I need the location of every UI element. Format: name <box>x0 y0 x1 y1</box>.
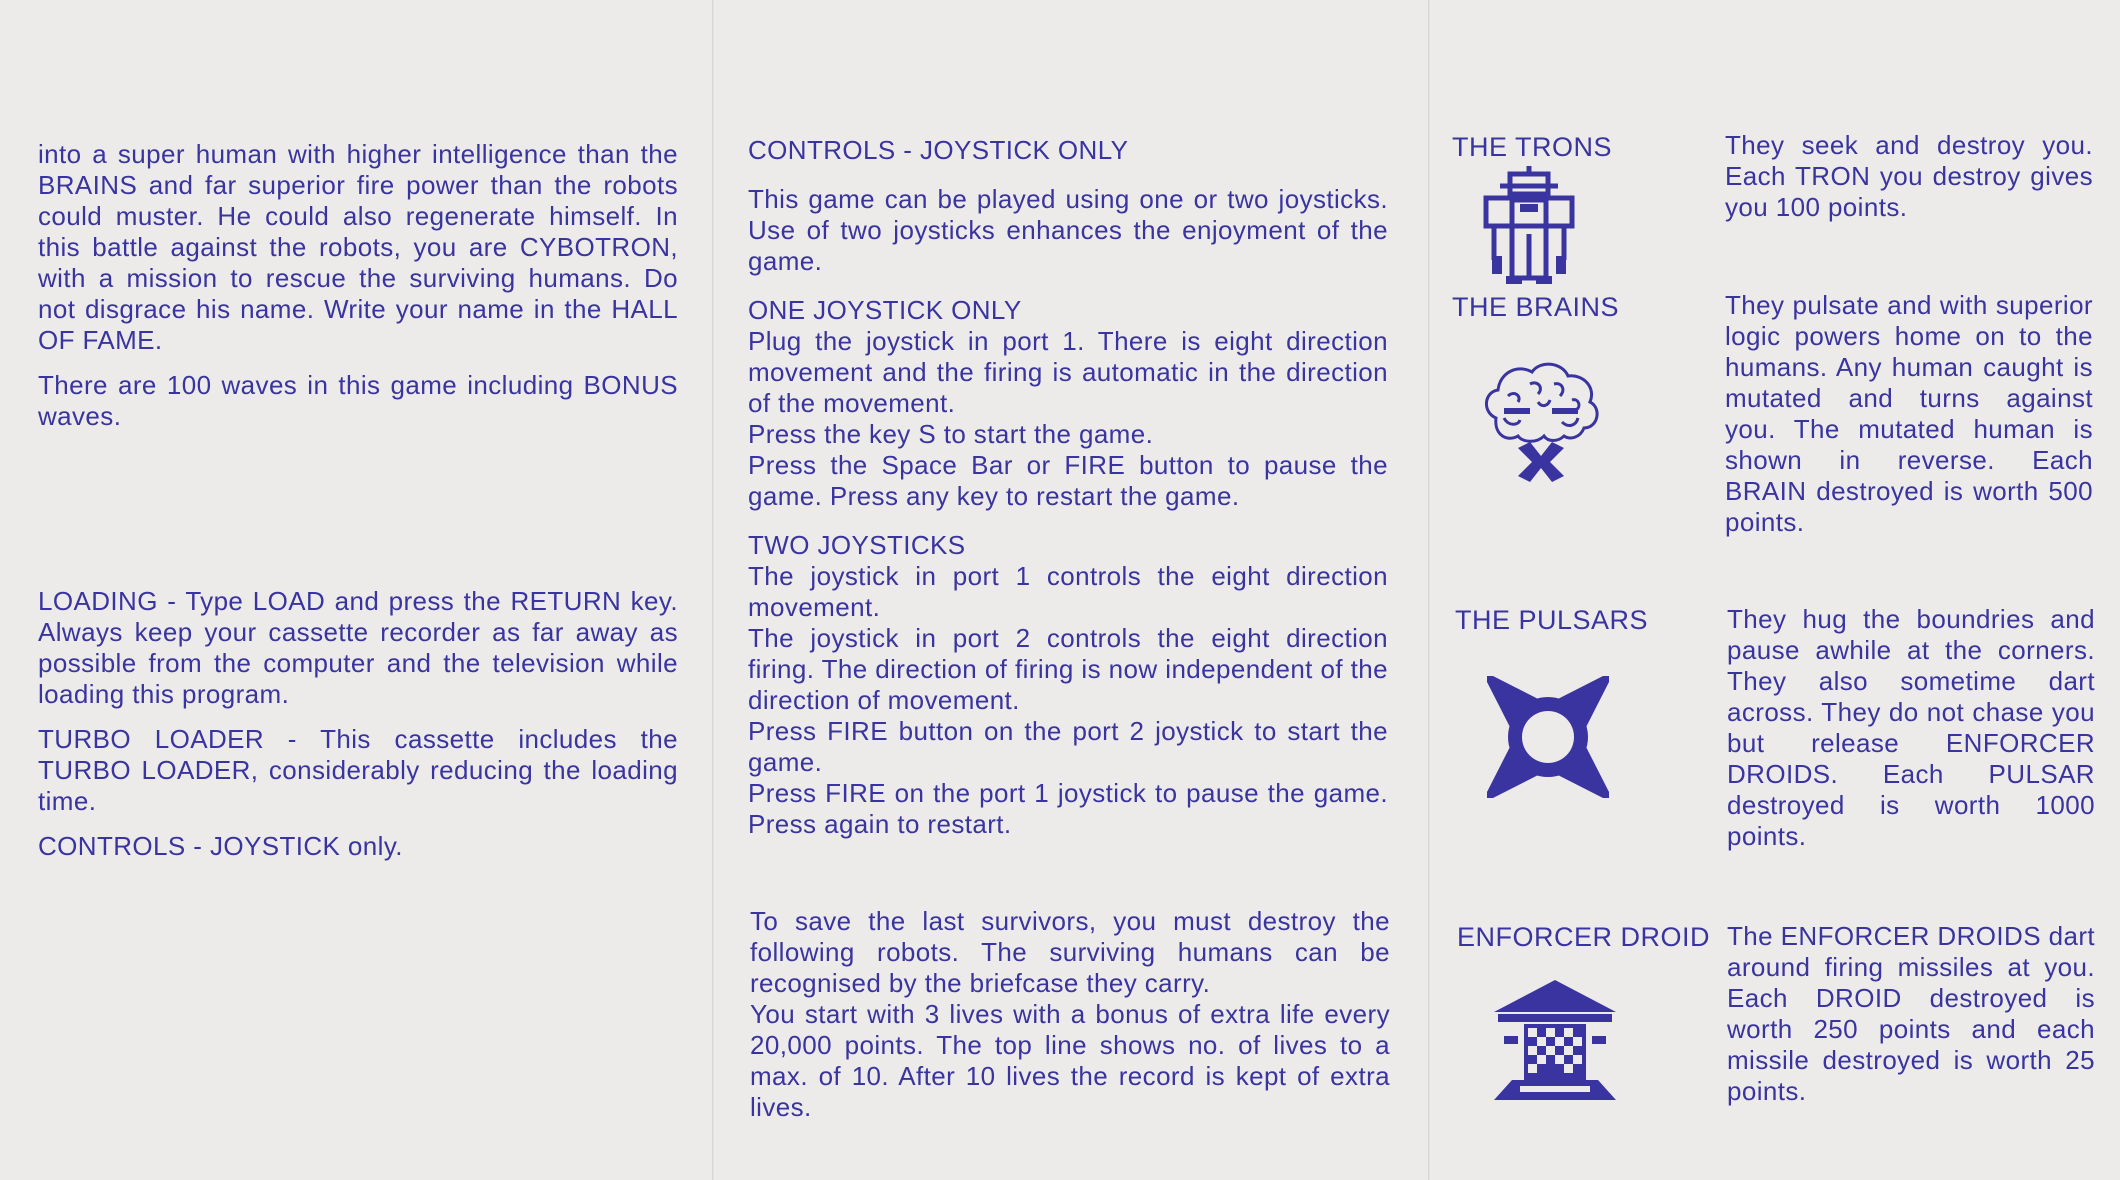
turbo-paragraph: TURBO LOADER - This cassette includes the TURBO LOADER, considerably reducing the loading time. <box>38 724 678 816</box>
controls-note: CONTROLS - JOYSTICK only. <box>38 831 403 861</box>
robot-name-enforcer: ENFORCER DROID <box>1457 922 1711 952</box>
one-joystick-text-2: Press the key S to start the game. <box>748 419 1154 449</box>
controls-text: This game can be played using one or two joysticks. Use of two joysticks enhances the enjoyment of the game. <box>748 184 1388 276</box>
left-column-lower <box>38 586 678 862</box>
enforcer-droid-icon <box>1494 980 1616 1100</box>
robot-desc-pulsars: They hug the boundries and pause awhile at the corners. They also sometime dart across. They do not chase you but release ENFORCER DROIDS. Each PULSAR destroyed is worth 1000 points. <box>1727 604 2095 851</box>
tron-robot-icon <box>1476 164 1582 286</box>
two-joysticks-heading: TWO JOYSTICKS <box>748 530 966 560</box>
lives-text: You start with 3 lives with a bonus of extra life every 20,000 points. The top line shows no. of lives to a max. of 10. After 10 lives the record is kept of extra lives. <box>750 999 1390 1122</box>
middle-column <box>748 135 1388 840</box>
two-joysticks-text-2: The joystick in port 2 controls the eight direction firing. The direction of firing is now independent of the direction of movement. <box>748 623 1388 715</box>
robot-desc-brains: They pulsate and with superior logic powers home on to the humans. Any human caught is mutated and turns against you. The mutated human is shown in reverse. Each BRAIN destroyed is worth 500 points. <box>1725 290 2093 537</box>
one-joystick-text-1: Plug the joystick in port 1. There is eight direction movement and the firing is automatic in the direction of the movement. <box>748 326 1388 418</box>
brain-icon <box>1478 356 1604 482</box>
waves-paragraph: There are 100 waves in this game including BONUS waves. <box>38 370 678 431</box>
intro-paragraph: into a super human with higher intelligence than the BRAINS and far superior fire power than the robots could muster. He could also regenerate himself. In this battle against the robots, you are CYBOTRON, with a mission to rescue the surviving humans. Do not disgrace his name. Write your name in the HALL OF FAME. <box>38 139 678 355</box>
robot-name-trons: THE TRONS <box>1452 132 1613 162</box>
robot-name-brains: THE BRAINS <box>1452 292 1620 322</box>
two-joysticks-text-4: Press FIRE on the port 1 joystick to pause the game. Press again to restart. <box>748 778 1388 839</box>
one-joystick-text-3: Press the Space Bar or FIRE button to pause the game. Press any key to restart the game. <box>748 450 1388 511</box>
pulsar-icon <box>1487 676 1609 798</box>
two-joysticks-text-1: The joystick in port 1 controls the eight direction movement. <box>748 561 1388 622</box>
save-survivors-text: To save the last survivors, you must destroy the following robots. The surviving humans can be recognised by the briefcase they carry. <box>750 906 1390 998</box>
two-joysticks-text-3: Press FIRE button on the port 2 joystick to start the game. <box>748 716 1388 777</box>
one-joystick-heading: ONE JOYSTICK ONLY <box>748 295 1022 325</box>
robot-desc-trons: They seek and destroy you. Each TRON you destroy gives you 100 points. <box>1725 130 2093 222</box>
loading-paragraph: LOADING - Type LOAD and press the RETURN key. Always keep your cassette recorder as far away as possible from the computer and the television while loading this program. <box>38 586 678 709</box>
robot-desc-enforcer: The ENFORCER DROIDS dart around firing missiles at you. Each DROID destroyed is worth 250 points and each missile destroyed is worth 25 points. <box>1727 921 2095 1106</box>
robot-name-pulsars: THE PULSARS <box>1455 605 1649 635</box>
middle-column-lower <box>750 906 1390 1123</box>
controls-heading: CONTROLS - JOYSTICK ONLY <box>748 135 1129 165</box>
left-column <box>38 139 678 432</box>
